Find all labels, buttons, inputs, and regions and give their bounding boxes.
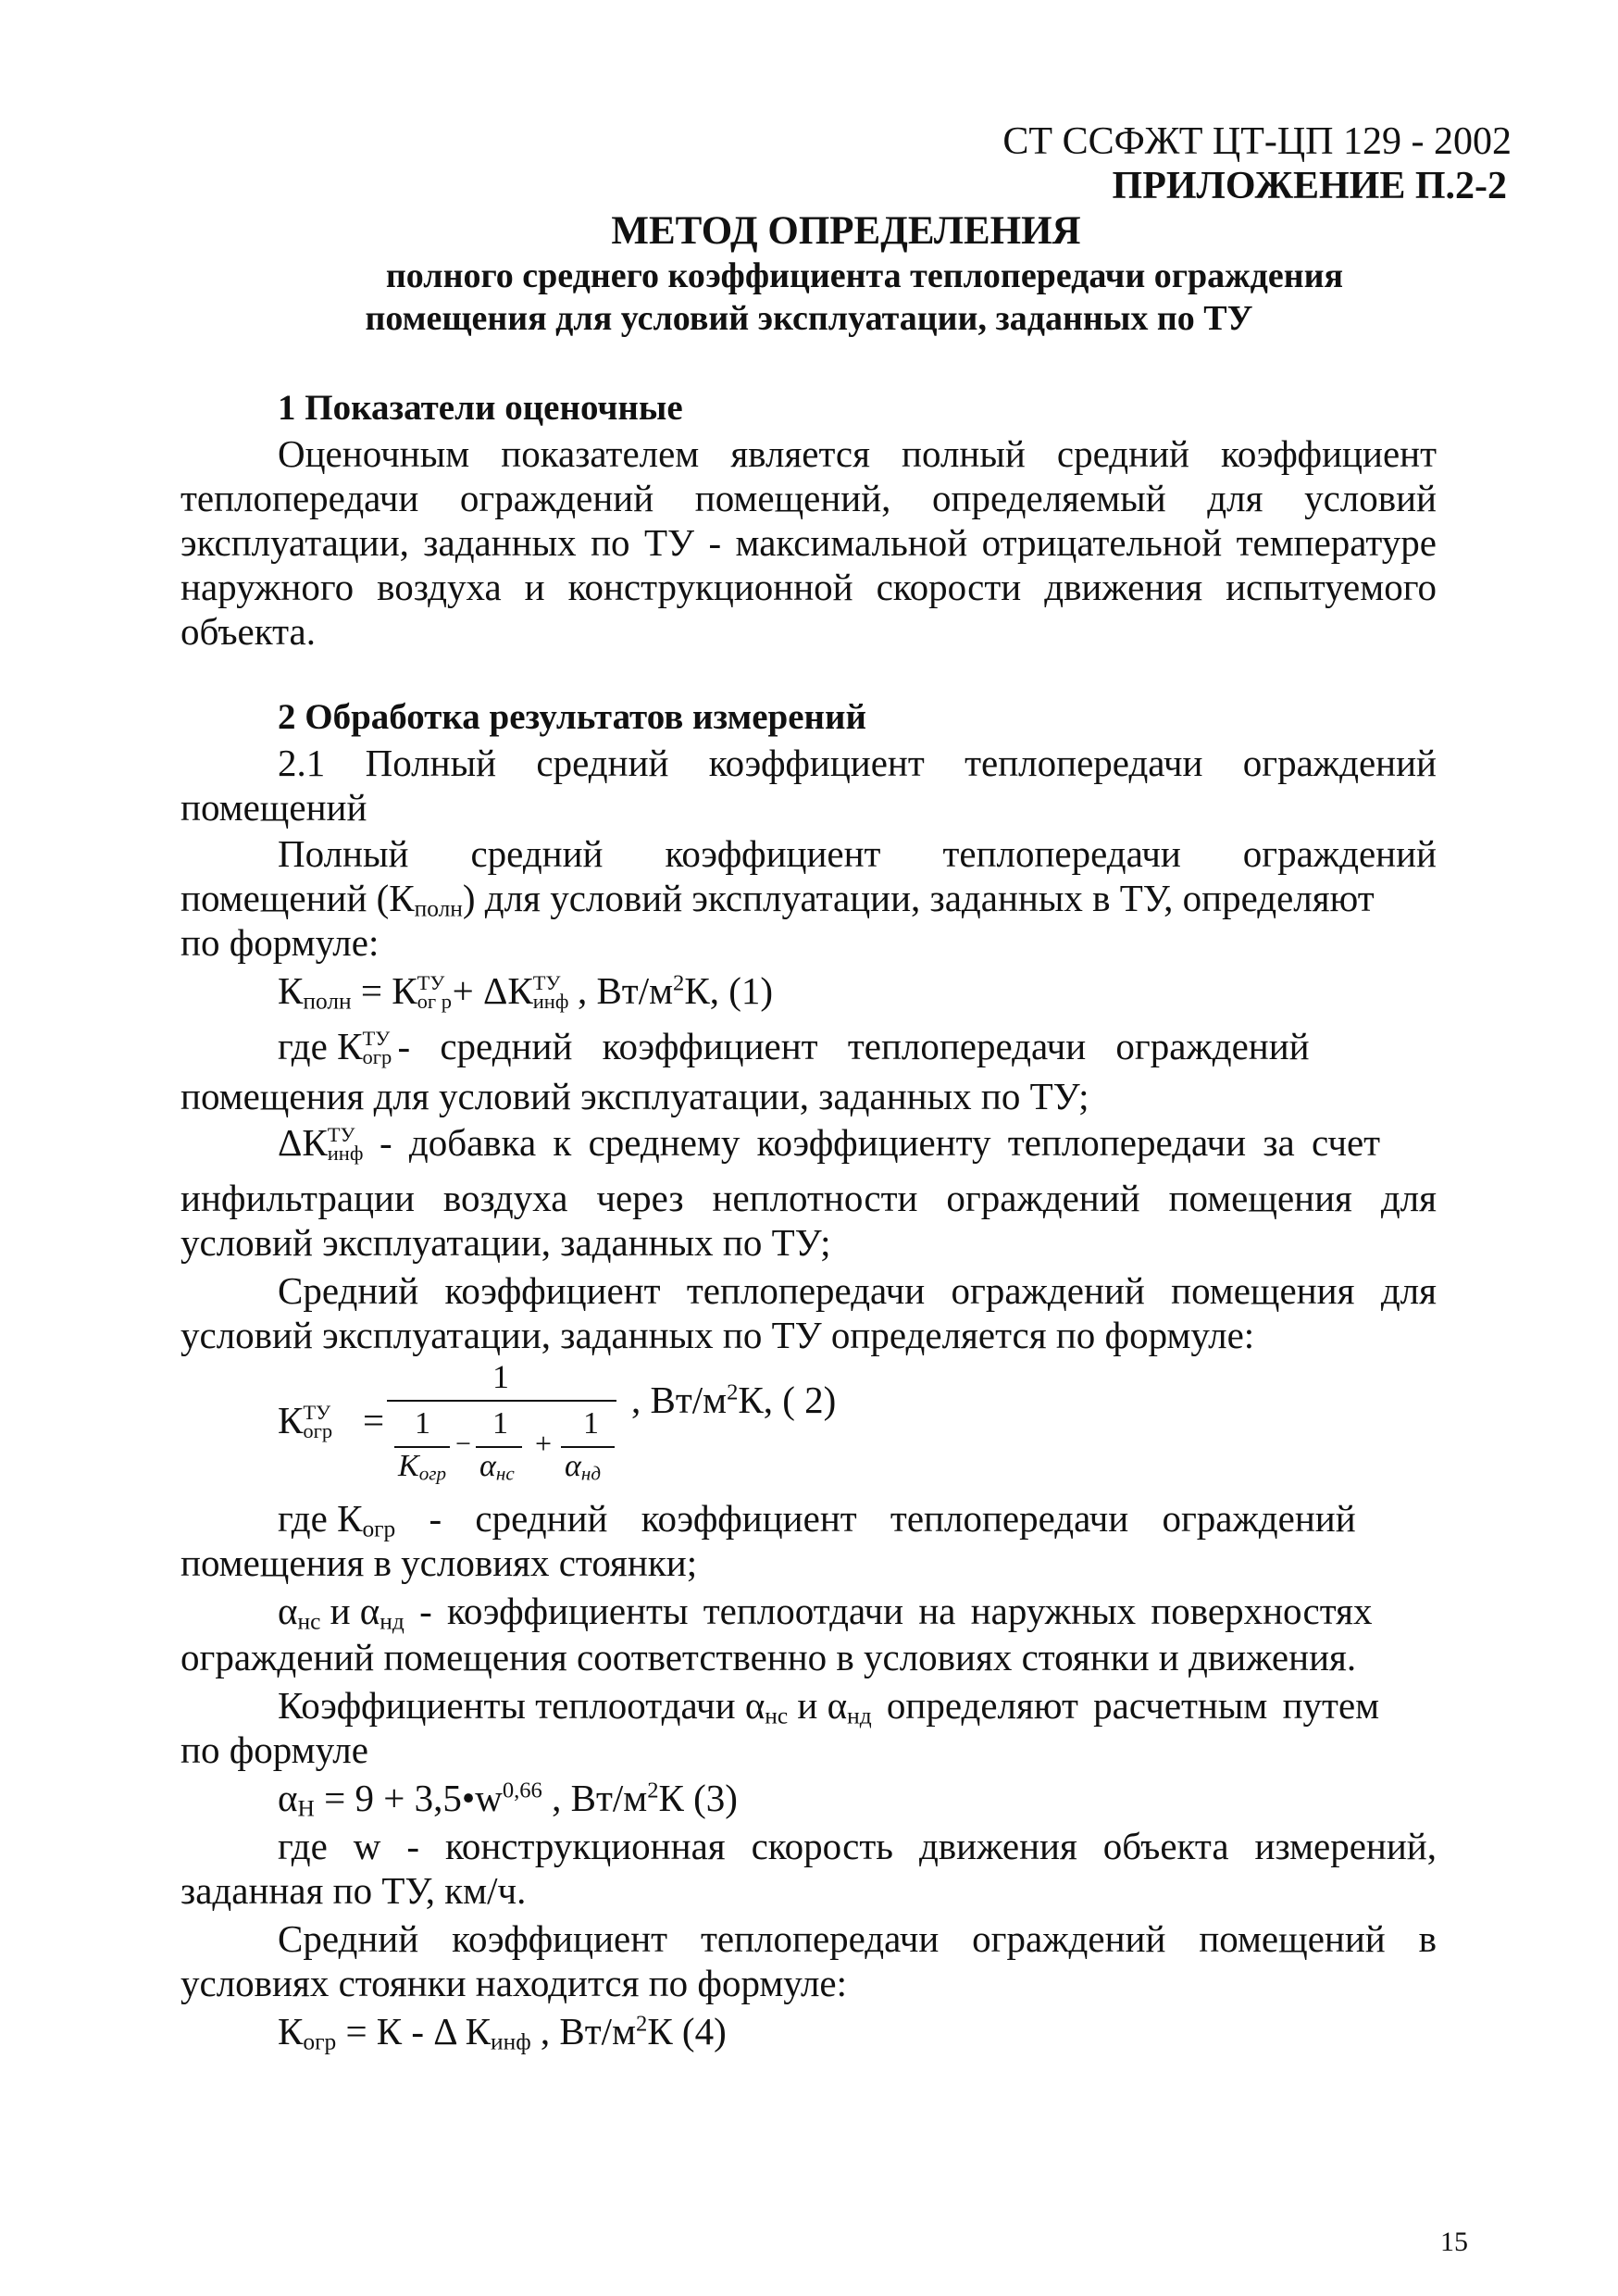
paragraph-2-line-3: по формуле: [180,921,380,964]
where-1-line-4: инфильтрации воздуха через неплотности ограждений помещения для [180,1177,1437,1219]
section-1-line-1: Оценочным показателем является полный средний коэффициент [278,432,1437,475]
formula-4: $К_{огр} = К - \Delta$ $К_{инф}$ , $Вт/м^2К$ (4) [278,2010,727,2055]
subsection-2-1-line-1: 2.1 Полный средний коэффициент теплопередачи ограждений [278,742,1437,784]
page-number: 15 [1440,2227,1468,2257]
section-1-line-5: объекта. [180,610,316,653]
section-2-heading: 2 Обработка результатов измерений [278,697,866,737]
paragraph-3-line-1: Средний коэффициент теплопередачи ограждений помещения для [278,1269,1437,1312]
where-1-line-5: условий эксплуатации, заданных по ТУ; [180,1221,831,1264]
formula-3: $\alpha_Н = 9$ + $3,5•w^{0,66}$ , $Вт/м^2К$ (3) [278,1777,738,1822]
document-code: СТ ССФЖТ ЦТ-ЦП 129 - 2002 [1002,120,1512,163]
where-3-line-4: условиях стоянки находится по формуле: [180,1962,848,2004]
where-2-line-1: где $К_{огр}$ - средний коэффициент теплопередачи ограждений [278,1497,1356,1542]
where-2-line-5: Коэффициенты теплоотдачи $\alpha_{нс}$ и $\alpha_{нд}$ определяют расчетным путем [278,1684,1380,1729]
appendix-label: ПРИЛОЖЕНИЕ П.2-2 [1112,165,1507,207]
where-1-line-2: помещения для условий эксплуатации, заданных по ТУ; [180,1075,1089,1117]
paragraph-3-line-2: условий эксплуатации, заданных по ТУ определяется по формуле: [180,1314,1255,1356]
subtitle-line-2: помещения для условий эксплуатации, заданных по ТУ [365,299,1253,338]
subtitle-line-1: полного среднего коэффициента теплопередачи ограждения [385,256,1344,295]
paragraph-2-line-2: помещений $(К_{полн})$ для условий эксплуатации, заданных в ТУ, определяют [180,877,1375,922]
where-3-line-3: Средний коэффициент теплопередачи ограждений помещений в [278,1917,1437,1960]
where-1-line-1: где К ТУ огр - средний коэффициент теплопередачи ограждений [278,1025,1310,1068]
section-1-line-4: наружного воздуха и конструкционной скорости движения испытуемого [180,566,1437,608]
subsection-2-1-line-2: помещений [180,786,367,829]
where-2-line-3: $\alpha_{нс}$ и $\alpha_{нд}$ - коэффициенты теплоотдачи на наружных поверхностях [278,1590,1373,1635]
paragraph-2-line-1: Полный средний коэффициент теплопередачи ограждений [278,832,1437,875]
where-3-line-2: заданная по ТУ, км/ч. [180,1869,527,1912]
page-title: МЕТОД ОПРЕДЕЛЕНИЯ [611,209,1081,253]
where-2-line-6: по формуле [180,1728,368,1771]
where-3-line-1: где w - конструкционная скорость движения объекта измерений, [278,1825,1437,1867]
where-1-line-3: ΔК ТУ инф - добавка к среднему коэффициенту теплопередачи за счет [278,1121,1381,1165]
where-2-line-4: ограждений помещения соответственно в условиях стоянки и движения. [180,1636,1357,1678]
formula-1: $К_{полн} = К$ ТУ ог р + ΔК ТУ инф , $Вт/м^2К$, (1) [278,969,773,1015]
where-2-line-2: помещения в условиях стоянки; [180,1541,698,1584]
formula-2: К ТУ огр = 1 1 $K_{огр}$ − 1 $\alpha_{нс}$ + 1 $\alpha_{нд}$ , $Вт/м^2К$, ( 2) [278,1358,837,1485]
section-1-line-3: эксплуатации, заданных по ТУ - максимальной отрицательной температуре [180,521,1437,564]
section-1-heading: 1 Показатели оценочные [278,388,683,428]
section-1-line-2: теплопередачи ограждений помещений, определяемый для условий [180,477,1437,519]
